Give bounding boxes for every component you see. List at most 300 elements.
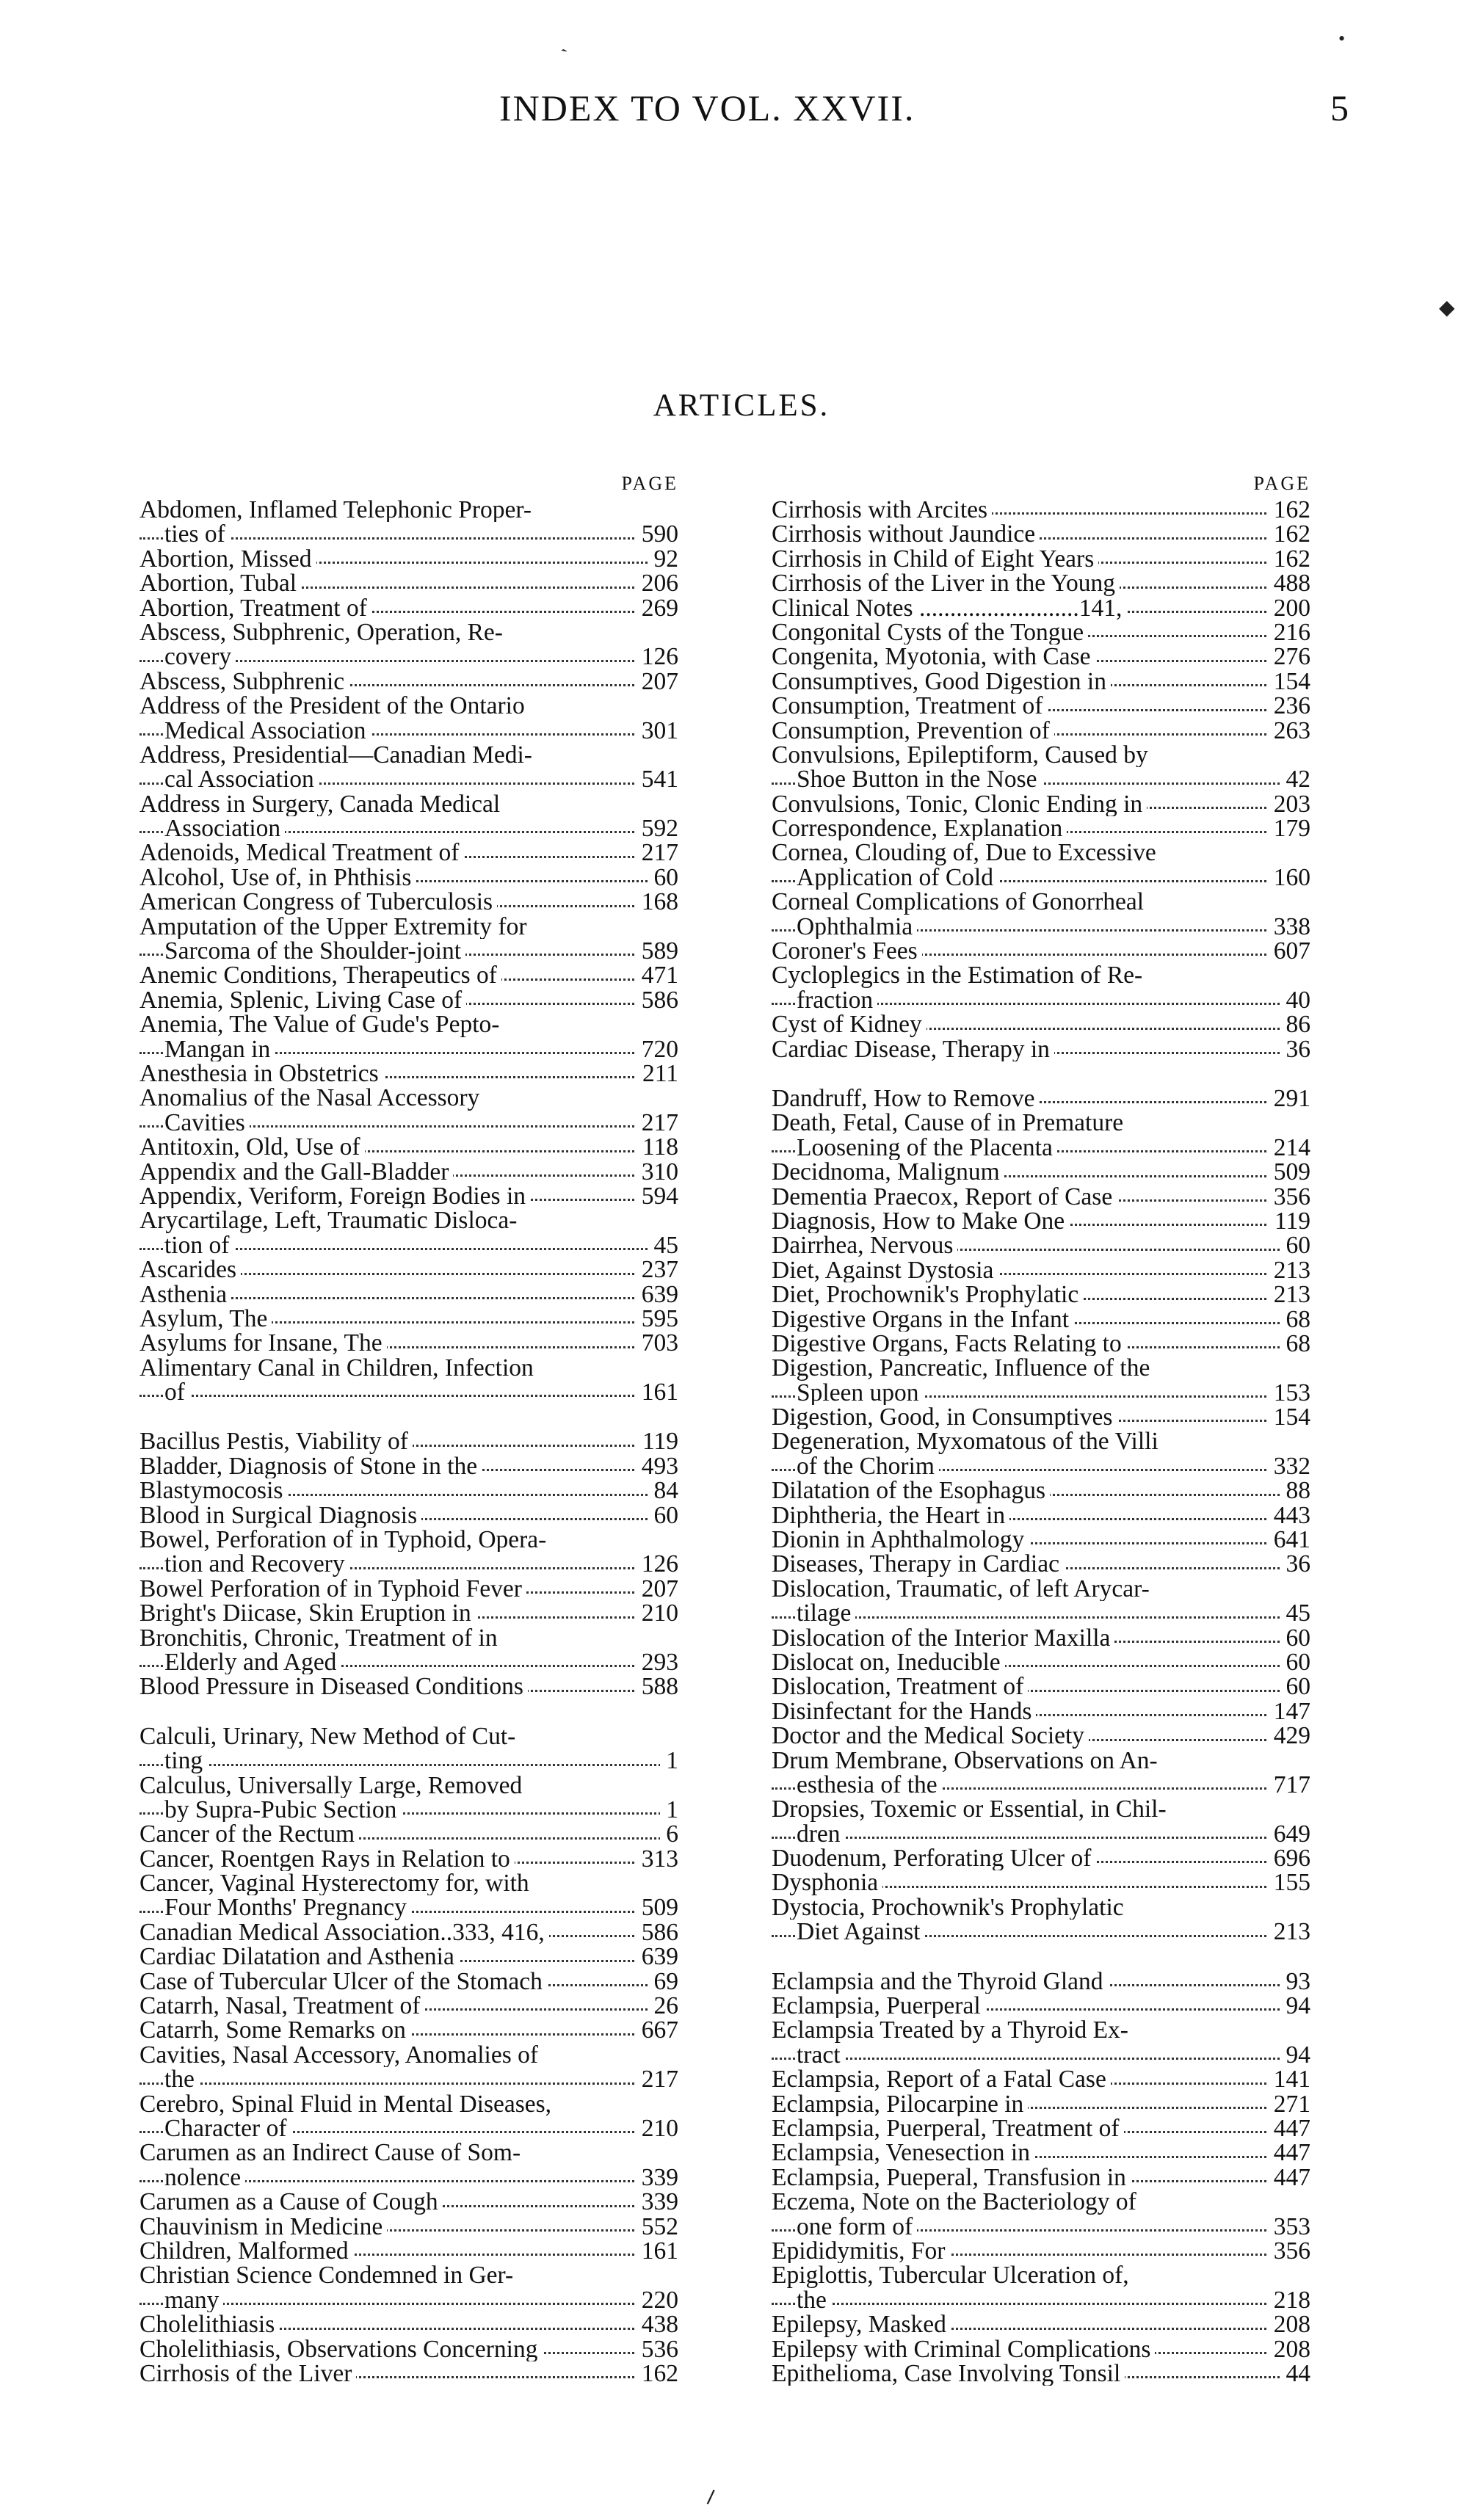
entry-title: Correspondence, Explanation xyxy=(772,816,1067,840)
index-entry xyxy=(139,571,678,595)
entry-continuation-line xyxy=(139,939,678,963)
entry-title: Diet Against xyxy=(797,1920,924,1944)
entry-title: Association xyxy=(164,816,285,840)
entry-continuation-line xyxy=(772,1381,1310,1405)
entry-heading-line xyxy=(772,1185,1310,1209)
entry-page-number: 443 xyxy=(1268,1503,1310,1528)
entry-page-number: 218 xyxy=(1268,2288,1310,2312)
entry-title: Disinfectant for the Hands xyxy=(772,1699,1036,1724)
entry-page-number: 208 xyxy=(1268,2312,1310,2336)
entry-title: Eczema, Note on the Bacteriology of xyxy=(772,2190,1141,2214)
index-entry xyxy=(772,2337,1310,2361)
entry-continuation-line xyxy=(772,1822,1310,1846)
entry-page-number: 649 xyxy=(1268,1822,1310,1846)
entry-heading-line xyxy=(772,1674,1310,1699)
entry-title: the xyxy=(797,2288,831,2312)
entry-title: Cardiac Disease, Therapy in xyxy=(772,1037,1054,1061)
entry-heading-line xyxy=(772,1405,1310,1429)
entry-heading-line xyxy=(772,963,1310,987)
entry-page-number: 313 xyxy=(636,1847,678,1871)
entry-title: Anomalius of the Nasal Accessory xyxy=(139,1086,484,1110)
entry-page-number: 263 xyxy=(1268,719,1310,743)
index-entry xyxy=(139,1478,678,1503)
index-entry xyxy=(139,2239,678,2263)
index-entry xyxy=(139,1847,678,1871)
entry-title: Dropsies, Toxemic or Essential, in Chil- xyxy=(772,1797,1171,1821)
entry-title: Digestive Organs in the Infant xyxy=(772,1307,1073,1332)
index-entry xyxy=(772,1503,1310,1528)
print-speck-mark: ◆ xyxy=(1439,297,1455,319)
index-entry xyxy=(139,1012,678,1061)
entry-heading-line xyxy=(139,2337,678,2361)
entry-title: Eclampsia, Puerperal xyxy=(772,1994,985,2018)
entry-continuation-line xyxy=(139,644,678,669)
entry-continuation-line xyxy=(772,1454,1310,1478)
entry-heading-line xyxy=(772,2190,1310,2214)
entry-page-number: 217 xyxy=(636,1111,678,1135)
index-entry xyxy=(772,2239,1310,2263)
entry-heading-line xyxy=(139,1257,678,1282)
index-entry xyxy=(772,1037,1310,1061)
entry-heading-line xyxy=(139,498,678,522)
entry-heading-line xyxy=(772,1724,1310,1748)
entry-page-number: 119 xyxy=(1269,1209,1310,1233)
entry-heading-line xyxy=(139,1331,678,1355)
entry-continuation-line xyxy=(139,719,678,743)
entry-page-number: 207 xyxy=(636,669,678,694)
entry-heading-line xyxy=(772,890,1310,914)
entry-page-number: 696 xyxy=(1268,1846,1310,1870)
entry-title: Eclampsia, Venesection in xyxy=(772,2140,1034,2165)
entry-heading-line xyxy=(139,2190,678,2214)
entry-title: the xyxy=(164,2067,199,2091)
entry-title: Consumptives, Good Digestion in xyxy=(772,669,1111,694)
entry-heading-line xyxy=(139,1061,678,1086)
entry-page-number: 541 xyxy=(636,767,678,791)
entry-heading-line xyxy=(139,2361,678,2386)
entry-title: Eclampsia Treated by a Thyroid Ex- xyxy=(772,2018,1133,2042)
entry-title: Bronchitis, Chronic, Treatment of in xyxy=(139,1626,502,1650)
entry-title: Dionin in Aphthalmology xyxy=(772,1528,1029,1552)
entry-title: Cirrhosis in Child of Eight Years xyxy=(772,547,1098,571)
index-entry xyxy=(139,2337,678,2361)
index-entry xyxy=(772,1185,1310,1209)
entry-page-number: 220 xyxy=(636,2288,678,2312)
entry-page-number: 338 xyxy=(1268,915,1310,939)
entry-title: Adenoids, Medical Treatment of xyxy=(139,840,463,865)
entry-page-number: 217 xyxy=(636,2067,678,2091)
entry-continuation-line xyxy=(139,1552,678,1576)
entry-heading-line xyxy=(139,2263,678,2287)
index-entry xyxy=(139,1626,678,1675)
index-letter-group xyxy=(139,1724,678,2386)
index-entry xyxy=(139,2018,678,2042)
index-letter-group xyxy=(139,498,678,1404)
entry-title: Cyst of Kidney xyxy=(772,1012,927,1036)
entry-page-number: 271 xyxy=(1268,2092,1310,2116)
entry-page-number: 667 xyxy=(636,2018,678,2042)
entry-page-number: 26 xyxy=(648,1994,679,2018)
entry-heading-line xyxy=(139,1528,678,1552)
entry-heading-line xyxy=(139,2018,678,2042)
entry-title: Dislocat on, Ineducible xyxy=(772,1650,1005,1674)
entry-title: Coroner's Fees xyxy=(772,939,922,963)
entry-title: Carumen as an Indirect Cause of Som- xyxy=(139,2140,525,2165)
index-entry xyxy=(139,1577,678,1601)
entry-page-number: 356 xyxy=(1268,2239,1310,2263)
entry-page-number: 60 xyxy=(648,1503,679,1528)
entry-page-number: 200 xyxy=(1268,596,1310,620)
entry-page-number: 93 xyxy=(1280,1969,1311,1994)
entry-title: Bladder, Diagnosis of Stone in the xyxy=(139,1454,482,1478)
entry-title: Diseases, Therapy in Cardiac xyxy=(772,1552,1064,1576)
entry-page-number: 210 xyxy=(636,1601,678,1625)
entry-page-number: 216 xyxy=(1268,620,1310,644)
entry-heading-line xyxy=(139,2140,678,2165)
entry-title: Blood Pressure in Diseased Conditions xyxy=(139,1674,528,1699)
index-entry xyxy=(139,1208,678,1257)
index-entry xyxy=(772,1969,1310,1994)
entry-title: Blastymocosis xyxy=(139,1478,287,1503)
entry-continuation-line xyxy=(139,1037,678,1061)
index-entry xyxy=(139,2043,678,2092)
entry-heading-line xyxy=(772,1111,1310,1135)
entry-page-number: 45 xyxy=(648,1233,679,1257)
entry-title: Mangan in xyxy=(164,1037,275,1061)
entry-title: ties of xyxy=(164,522,230,546)
entry-heading-line xyxy=(139,1282,678,1307)
entry-heading-line xyxy=(139,2092,678,2116)
entry-title: Epiglottis, Tubercular Ulceration of, xyxy=(772,2263,1134,2287)
entry-title: Epilepsy with Criminal Complications xyxy=(772,2337,1155,2361)
entry-page-number: 211 xyxy=(637,1061,678,1086)
entry-page-number: 94 xyxy=(1280,1994,1311,2018)
index-letter-group xyxy=(139,1429,678,1699)
entry-continuation-line xyxy=(139,1111,678,1135)
entry-page-number: 509 xyxy=(636,1895,678,1920)
index-entry xyxy=(139,2361,678,2386)
index-entry xyxy=(772,2067,1310,2091)
entry-title: covery xyxy=(164,644,236,669)
entry-title: Blood in Surgical Diagnosis xyxy=(139,1503,421,1528)
index-entry xyxy=(772,522,1310,546)
print-speck-mark: • xyxy=(1338,28,1346,49)
entry-title: Cerebro, Spinal Fluid in Mental Diseases, xyxy=(139,2092,556,2116)
entry-heading-line xyxy=(139,1503,678,1528)
index-entries-left xyxy=(139,498,678,2386)
entry-title: Asthenia xyxy=(139,1282,231,1307)
entry-page-number: 179 xyxy=(1268,816,1310,840)
entry-page-number: 86 xyxy=(1280,1012,1311,1036)
entry-heading-line xyxy=(772,719,1310,743)
index-entry xyxy=(139,1331,678,1355)
entry-heading-line xyxy=(772,2067,1310,2091)
index-entry xyxy=(139,694,678,743)
entry-title: Cancer, Vaginal Hysterectomy for, with xyxy=(139,1871,534,1895)
index-entry xyxy=(139,743,678,792)
entry-title: Alcohol, Use of, in Phthisis xyxy=(139,865,416,890)
entry-page-number: 213 xyxy=(1268,1282,1310,1307)
index-entry xyxy=(772,1332,1310,1356)
entry-title: Abortion, Tubal xyxy=(139,571,301,595)
entry-heading-line xyxy=(772,1846,1310,1870)
entry-heading-line xyxy=(139,1454,678,1478)
index-entry xyxy=(139,1674,678,1699)
entry-page-number: 339 xyxy=(636,2190,678,2214)
entry-heading-line xyxy=(772,1478,1310,1503)
entry-heading-line xyxy=(772,1160,1310,1184)
index-entry xyxy=(139,1086,678,1135)
page-column-header: PAGE xyxy=(1253,473,1310,494)
entry-continuation-line xyxy=(772,2288,1310,2312)
entry-title: Sarcoma of the Shoulder-joint xyxy=(164,939,465,963)
entry-heading-line xyxy=(772,2312,1310,2336)
entry-title: Clinical Notes ..........................141, xyxy=(772,596,1126,620)
index-entry xyxy=(772,1233,1310,1257)
entry-title: Cardiac Dilatation and Asthenia xyxy=(139,1945,459,1969)
entry-title: Four Months' Pregnancy xyxy=(164,1895,411,1920)
entry-heading-line xyxy=(139,1208,678,1232)
entry-title: Abortion, Missed xyxy=(139,547,316,571)
entry-page-number: 126 xyxy=(636,1552,678,1576)
entry-title: American Congress of Tuberculosis xyxy=(139,890,497,914)
entry-title: Abscess, Subphrenic xyxy=(139,669,349,694)
entry-continuation-line xyxy=(139,816,678,840)
entry-title: Character of xyxy=(164,2116,291,2140)
index-entry xyxy=(139,2312,678,2336)
entry-page-number: 69 xyxy=(648,1969,679,1994)
entry-title: Decidnoma, Malignum xyxy=(772,1160,1004,1184)
index-entry xyxy=(772,743,1310,792)
entry-title: Bacillus Pestis, Viability of xyxy=(139,1429,413,1453)
entry-title: Bright's Diicase, Skin Eruption in xyxy=(139,1601,476,1625)
entry-title: Shoe Button in the Nose xyxy=(797,767,1042,791)
entry-page-number: 161 xyxy=(636,2239,678,2263)
entry-title: Epithelioma, Case Involving Tonsil xyxy=(772,2361,1125,2386)
entry-heading-line xyxy=(139,1969,678,1994)
index-entry xyxy=(139,1503,678,1528)
entry-page-number: 586 xyxy=(636,1920,678,1945)
entry-heading-line xyxy=(772,1037,1310,1061)
entry-page-number: 493 xyxy=(636,1454,678,1478)
index-entry xyxy=(772,1258,1310,1282)
entry-title: Consumption, Prevention of xyxy=(772,719,1054,743)
index-entry xyxy=(139,2215,678,2239)
index-entry xyxy=(139,2190,678,2214)
index-entry xyxy=(139,1257,678,1282)
entry-page-number: 332 xyxy=(1268,1454,1310,1478)
index-entry xyxy=(772,792,1310,816)
entry-title: Dilatation of the Esophagus xyxy=(772,1478,1050,1503)
entry-title: Abortion, Treatment of xyxy=(139,596,371,620)
index-entry xyxy=(772,2312,1310,2336)
entry-page-number: 44 xyxy=(1280,2361,1311,2386)
entry-title: tract xyxy=(797,2043,845,2067)
entry-title: Case of Tubercular Ulcer of the Stomach xyxy=(139,1969,547,1994)
entry-title: Dairrhea, Nervous xyxy=(772,1233,957,1257)
entry-title: esthesia of the xyxy=(797,1773,942,1797)
index-entry xyxy=(139,1282,678,1307)
entry-heading-line xyxy=(772,1626,1310,1650)
entry-title: Dislocation, Traumatic, of left Arycar- xyxy=(772,1577,1154,1601)
index-entry xyxy=(772,840,1310,890)
entry-page-number: 154 xyxy=(1268,1405,1310,1429)
entry-title: Diagnosis, How to Make One xyxy=(772,1209,1069,1233)
entry-heading-line xyxy=(139,1847,678,1871)
entry-page-number: 639 xyxy=(636,1945,678,1969)
entry-title: nolence xyxy=(164,2165,245,2190)
page-number: 5 xyxy=(1330,87,1349,128)
entry-title: Cholelithiasis xyxy=(139,2312,279,2336)
entry-heading-line xyxy=(139,792,678,816)
entry-heading-line xyxy=(772,1528,1310,1552)
entry-heading-line xyxy=(772,669,1310,694)
index-entry xyxy=(139,1601,678,1625)
entry-title: Diphtheria, the Heart in xyxy=(772,1503,1009,1528)
entry-heading-line xyxy=(772,1797,1310,1821)
index-entry xyxy=(139,596,678,620)
entry-heading-line xyxy=(139,596,678,620)
entry-page-number: 162 xyxy=(1268,498,1310,522)
index-entry xyxy=(139,963,678,987)
entry-continuation-line xyxy=(772,1920,1310,1944)
entry-heading-line xyxy=(772,2239,1310,2263)
entry-title: Dementia Praecox, Report of Case xyxy=(772,1185,1117,1209)
entry-continuation-line xyxy=(139,1233,678,1257)
entry-title: Anesthesia in Obstetrics xyxy=(139,1061,383,1086)
index-entry xyxy=(772,1846,1310,1870)
entry-title: Cancer of the Rectum xyxy=(139,1822,359,1846)
running-head xyxy=(0,87,1483,131)
entry-heading-line xyxy=(139,1920,678,1945)
index-entry xyxy=(139,669,678,694)
entry-heading-line xyxy=(772,1503,1310,1528)
index-entry xyxy=(139,1773,678,1823)
index-entry xyxy=(139,1871,678,1920)
entry-page-number: 447 xyxy=(1268,2140,1310,2165)
entry-heading-line xyxy=(139,2312,678,2336)
entry-heading-line xyxy=(139,890,678,914)
entry-heading-line xyxy=(139,2239,678,2263)
entry-heading-line xyxy=(772,1209,1310,1233)
entry-page-number: 237 xyxy=(636,1257,678,1282)
entry-title: Carumen as a Cause of Cough xyxy=(139,2190,443,2214)
entry-page-number: 68 xyxy=(1280,1307,1311,1332)
index-entry xyxy=(772,1111,1310,1160)
entry-title: Christian Science Condemned in Ger- xyxy=(139,2263,518,2287)
entry-heading-line xyxy=(139,915,678,939)
entry-title: Spleen upon xyxy=(797,1381,924,1405)
entry-title: tilage xyxy=(797,1601,855,1625)
index-entry xyxy=(139,1994,678,2018)
index-entry xyxy=(139,1528,678,1577)
index-entry xyxy=(139,1920,678,1945)
entry-title: Catarrh, Nasal, Treatment of xyxy=(139,1994,424,2018)
entry-title: dren xyxy=(797,1822,845,1846)
entry-title: by Supra-Pubic Section xyxy=(164,1798,401,1822)
entry-page-number: 153 xyxy=(1268,1381,1310,1405)
running-title: INDEX TO VOL. XXVII. xyxy=(499,87,915,128)
entry-page-number: 339 xyxy=(636,2165,678,2190)
entry-title: Calculi, Urinary, New Method of Cut- xyxy=(139,1724,520,1749)
entry-title: Appendix and the Gall-Bladder xyxy=(139,1160,453,1184)
entry-heading-line xyxy=(139,963,678,987)
entry-heading-line xyxy=(772,1650,1310,1674)
entry-title: Bowel, Perforation of in Typhoid, Opera- xyxy=(139,1528,551,1552)
index-entry xyxy=(772,1724,1310,1748)
index-entry xyxy=(772,1307,1310,1332)
entry-heading-line xyxy=(139,743,678,767)
entry-page-number: 168 xyxy=(636,890,678,914)
entry-heading-line xyxy=(139,2215,678,2239)
entry-heading-line xyxy=(772,1969,1310,1994)
entry-continuation-line xyxy=(139,1895,678,1920)
index-entry xyxy=(772,963,1310,1012)
index-entry xyxy=(772,2165,1310,2190)
entry-title: Cirrhosis of the Liver in the Young xyxy=(772,571,1120,595)
entry-continuation-line xyxy=(139,767,678,791)
entry-page-number: 162 xyxy=(1268,522,1310,546)
entry-title: Cholelithiasis, Observations Concerning xyxy=(139,2337,542,2361)
entry-page-number: 592 xyxy=(636,816,678,840)
entry-continuation-line xyxy=(139,2067,678,2091)
entry-page-number: 213 xyxy=(1268,1920,1310,1944)
entry-page-number: 119 xyxy=(637,1429,678,1453)
entry-page-number: 162 xyxy=(636,2361,678,2386)
index-entry xyxy=(772,1797,1310,1846)
index-entry xyxy=(772,498,1310,522)
entry-page-number: 60 xyxy=(648,865,679,890)
entry-title: Diet, Against Dystosia xyxy=(772,1258,998,1282)
index-entry xyxy=(772,1626,1310,1650)
entry-title: Doctor and the Medical Society xyxy=(772,1724,1089,1748)
entry-page-number: 641 xyxy=(1268,1528,1310,1552)
entry-page-number: 509 xyxy=(1268,1160,1310,1184)
index-entry xyxy=(139,840,678,865)
index-entry xyxy=(139,1184,678,1208)
entry-heading-line xyxy=(772,1429,1310,1453)
index-entry xyxy=(772,694,1310,718)
index-entry xyxy=(139,792,678,841)
entry-page-number: 60 xyxy=(1280,1626,1311,1650)
entry-continuation-line xyxy=(139,1749,678,1773)
entry-heading-line xyxy=(139,2043,678,2067)
entry-title: Address of the President of the Ontario xyxy=(139,694,529,718)
entry-heading-line xyxy=(139,1184,678,1208)
print-speck-mark: ⸝ xyxy=(695,2470,722,2510)
index-entry xyxy=(772,1895,1310,1945)
entry-page-number: 68 xyxy=(1280,1332,1311,1356)
entry-page-number: 447 xyxy=(1268,2165,1310,2190)
entry-page-number: 536 xyxy=(636,2337,678,2361)
index-column-right xyxy=(772,470,1310,2386)
index-entry xyxy=(772,1674,1310,1699)
entry-title: Abdomen, Inflamed Telephonic Proper- xyxy=(139,498,536,522)
index-entry xyxy=(772,816,1310,840)
index-entry xyxy=(139,1454,678,1478)
entry-heading-line xyxy=(139,620,678,644)
index-entry xyxy=(139,1061,678,1086)
entry-page-number: 639 xyxy=(636,1282,678,1307)
entry-heading-line xyxy=(772,840,1310,865)
entry-title: Drum Membrane, Observations on An- xyxy=(772,1749,1162,1773)
entry-continuation-line xyxy=(772,2215,1310,2239)
index-entry xyxy=(139,1160,678,1184)
entry-page-number: 45 xyxy=(1280,1601,1311,1625)
page-column-header: PAGE xyxy=(621,473,678,494)
index-letter-group xyxy=(772,1086,1310,1945)
entry-page-number: 60 xyxy=(1280,1233,1311,1257)
